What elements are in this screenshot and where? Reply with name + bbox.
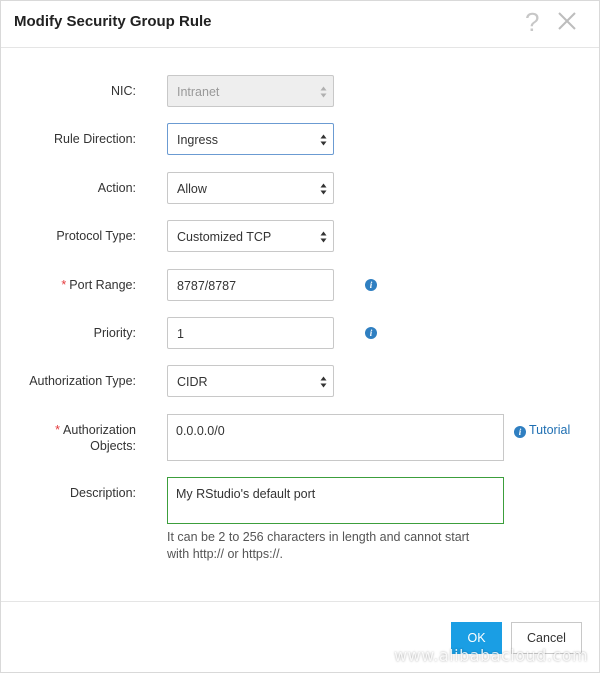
close-icon[interactable] [557, 11, 577, 31]
description-textarea[interactable] [167, 477, 504, 524]
caret-updown-icon [320, 133, 327, 147]
action-value: Allow [177, 182, 207, 196]
description-hint-line2: with http:// or https://. [167, 547, 284, 561]
priority-label: Priority: [93, 326, 136, 340]
protocol-type-label: Protocol Type: [56, 229, 136, 243]
priority-value: 1 [177, 327, 184, 341]
authorization-objects-textarea[interactable] [167, 414, 504, 461]
authorization-objects-label [55, 422, 136, 454]
nic-label: NIC: [111, 84, 136, 98]
help-icon[interactable]: ? [525, 7, 540, 37]
tutorial-link[interactable] [514, 422, 570, 438]
authorization-objects-value: 0.0.0.0/0 [176, 424, 225, 438]
protocol-type-value: Customized TCP [177, 230, 272, 244]
priority-input[interactable] [167, 317, 334, 349]
action-select[interactable] [167, 172, 334, 204]
description-hint [167, 529, 497, 563]
rule-direction-select[interactable] [167, 123, 334, 155]
required-marker: * [55, 423, 61, 437]
description-value: My RStudio's default port [176, 487, 316, 501]
authorization-objects-label-line1: Authorization [63, 423, 136, 437]
nic-select [167, 75, 334, 107]
port-range-info-icon[interactable]: i [365, 279, 377, 291]
dialog-header [1, 1, 599, 48]
port-range-label-text: Port Range: [69, 278, 136, 292]
watermark: www.alibabacloud.com [394, 646, 589, 665]
description-hint-line1: It can be 2 to 256 characters in length and cannot start [167, 530, 470, 544]
rule-direction-value: Ingress [177, 133, 218, 147]
caret-updown-icon [320, 182, 327, 196]
description-label: Description: [70, 486, 136, 500]
authorization-type-select[interactable] [167, 365, 334, 397]
authorization-objects-label-line2: Objects: [90, 439, 136, 453]
dialog-footer [1, 601, 599, 673]
rule-direction-label: Rule Direction: [54, 132, 136, 146]
nic-value: Intranet [177, 85, 220, 99]
authorization-type-label: Authorization Type: [29, 374, 136, 388]
priority-info-icon[interactable]: i [365, 327, 377, 339]
protocol-type-select[interactable] [167, 220, 334, 252]
tutorial-link-text: Tutorial [529, 423, 571, 437]
port-range-value: 8787/8787 [177, 279, 237, 293]
ok-button[interactable]: OK [451, 622, 502, 654]
dialog-title: Modify Security Group Rule [14, 13, 212, 30]
caret-updown-icon [320, 85, 327, 99]
caret-updown-icon [320, 375, 327, 389]
cancel-button[interactable]: Cancel [511, 622, 582, 654]
required-marker: * [61, 278, 67, 292]
action-label: Action: [97, 181, 136, 195]
caret-updown-icon [320, 230, 327, 244]
port-range-input[interactable] [167, 269, 334, 301]
authorization-type-value: CIDR [177, 375, 208, 389]
info-icon: i [514, 426, 526, 438]
port-range-label [61, 277, 136, 293]
